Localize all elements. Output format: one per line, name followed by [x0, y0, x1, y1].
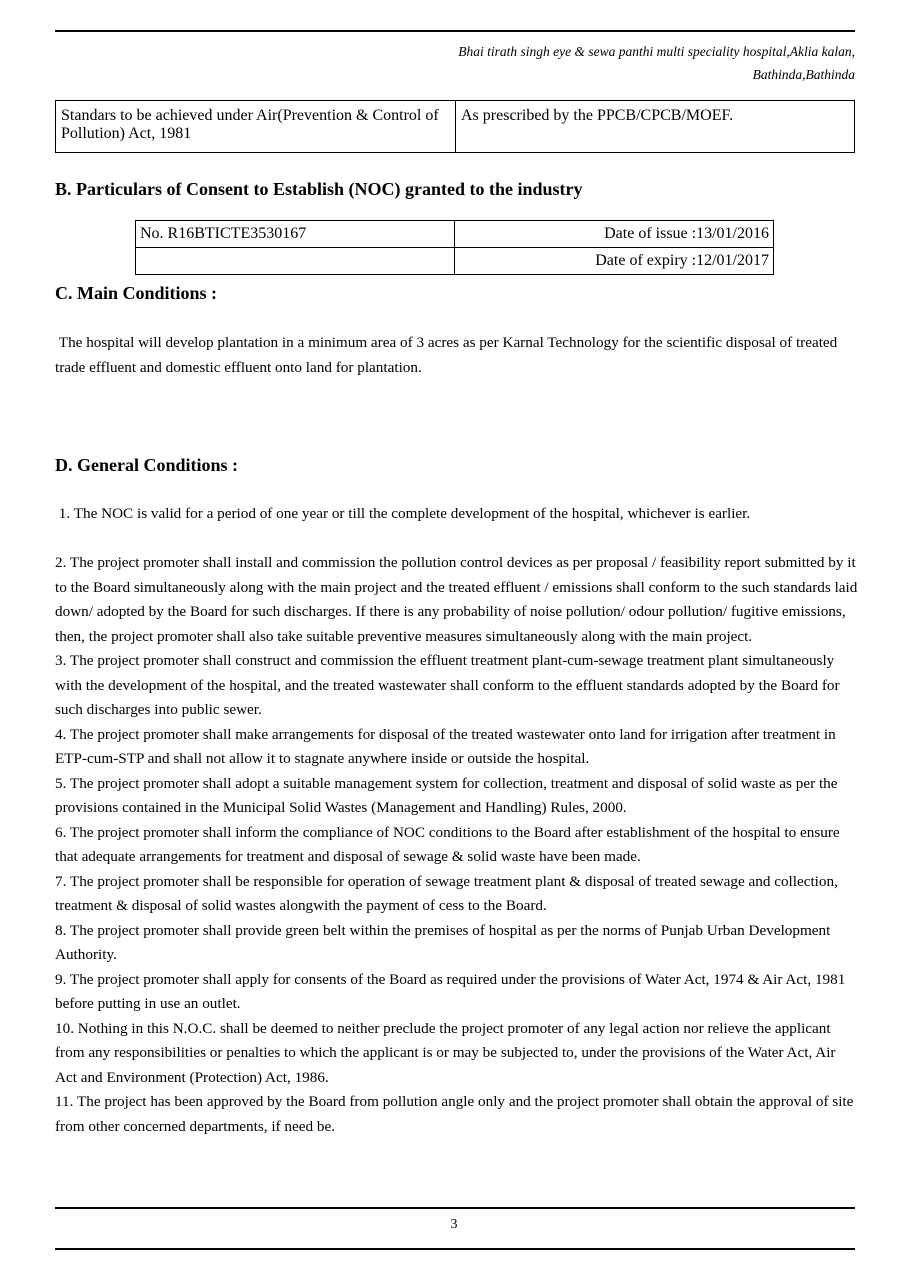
section-b-heading: B. Particulars of Consent to Establish (NOC) granted to the industry — [55, 179, 583, 199]
general-condition-5: 5. The project promoter shall adopt a suitable management system for collection, treatment and disposal of solid waste as per the provisions contained in the Municipal Solid Wastes (Management and Handling) Rules, 2000. — [55, 774, 838, 816]
date-of-expiry: Date of expiry :12/01/2017 — [455, 248, 774, 275]
header-hospital-name: Bhai tirath singh eye & sewa panthi multi speciality hospital,Aklia kalan, — [458, 44, 855, 59]
general-condition-4: 4. The project promoter shall make arrangements for disposal of the treated wastewater onto land for irrigation after treatment in ETP-cum-STP and shall not allow it to stagnate anywhere inside or outside the hospital. — [55, 725, 836, 767]
general-condition-9: 9. The project promoter shall apply for consents of the Board as required under the provisions of Water Act, 1974 & Air Act, 1981 before putting in use an outlet. — [55, 970, 846, 1012]
general-condition-7: 7. The project promoter shall be responsible for operation of sewage treatment plant & disposal of treated sewage and collection, treatment & disposal of solid wastes alongwith the payment of cess to the Board. — [55, 872, 838, 914]
air-standards-table — [55, 100, 855, 153]
general-condition-10: 10. Nothing in this N.O.C. shall be deemed to neither preclude the project promoter of any legal action nor relieve the applicant from any responsibilities or penalties to which the applicant is or may be subjected to, under the provisions of the Water Act, Air Act and Environment (Protection) Act, 1986. — [55, 1019, 836, 1086]
main-conditions-text: The hospital will develop plantation in a minimum area of 3 acres as per Karnal Technology for the scientific disposal of treated trade effluent and domestic effluent onto land for plantation. — [55, 334, 842, 376]
general-condition-2: 2. The project promoter shall install and commission the pollution control devices as per proposal / feasibility report submitted by it to the Board simultaneously along with the main project and the treated effluent / emissions shall conform to the such standards laid down/ adopted by the Board for such discharges. If there is any probability of noise pollution/ odour pollution/ fugitive emissions, then, the project promoter shall also take suitable preventive measures simultaneously along with the main project. — [55, 554, 858, 645]
noc-particulars-table — [135, 220, 774, 275]
document-header — [335, 40, 855, 86]
footer-rule-bottom — [55, 1248, 855, 1250]
air-standards-label: Standars to be achieved under Air(Prevention & Control of Pollution) Act, 1981 — [56, 101, 456, 153]
page-number: 3 — [450, 1217, 458, 1232]
air-standards-value: As prescribed by the PPCB/CPCB/MOEF. — [456, 101, 855, 153]
table-row — [136, 248, 774, 275]
general-condition-1: 1. The NOC is valid for a period of one year or till the complete development of the hospital, whichever is earlier. — [55, 505, 751, 522]
header-location: Bathinda,Bathinda — [752, 67, 855, 82]
section-c-heading: C. Main Conditions : — [55, 283, 218, 303]
general-condition-3: 3. The project promoter shall construct and commission the effluent treatment plant-cum-sewage treatment plant simultaneously with the development of the hospital, and the treated wastewater shall conform to the effluent standards adopted by the Board for such discharges into public sewer. — [55, 652, 840, 718]
general-condition-11: 11. The project has been approved by the Board from pollution angle only and the project promoter shall obtain the approval of site from other concerned departments, if need be. — [55, 1093, 854, 1135]
noc-number: No. R16BTICTE3530167 — [136, 221, 455, 248]
footer-rule-top — [55, 1207, 855, 1209]
table-row — [56, 101, 855, 153]
table-row — [136, 221, 774, 248]
header-rule — [55, 30, 855, 32]
general-condition-8: 8. The project promoter shall provide green belt within the premises of hospital as per the norms of Punjab Urban Development Authority. — [55, 921, 831, 963]
general-condition-6: 6. The project promoter shall inform the compliance of NOC conditions to the Board after establishment of the hospital to ensure that adequate arrangements for treatment and disposal of sewage & solid waste have been made. — [55, 823, 840, 865]
date-of-issue: Date of issue :13/01/2016 — [455, 221, 774, 248]
general-conditions-list — [55, 551, 860, 1139]
section-d-heading: D. General Conditions : — [55, 455, 239, 475]
empty-cell — [136, 248, 455, 275]
